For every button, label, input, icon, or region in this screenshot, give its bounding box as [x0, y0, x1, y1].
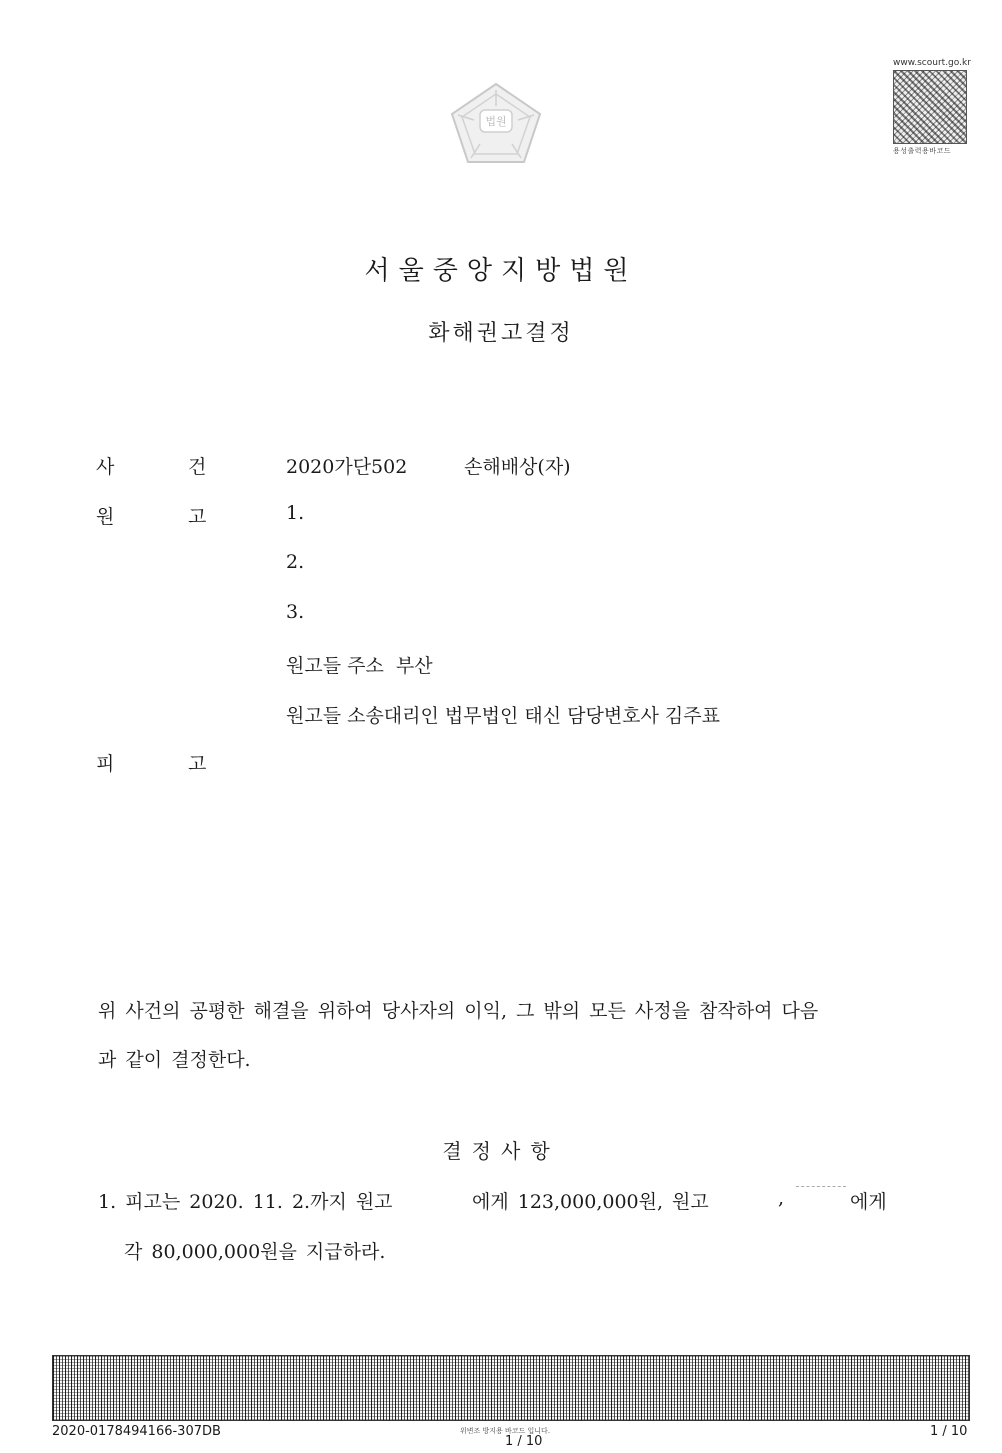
case-label-a: 사: [96, 456, 115, 478]
document-id: 2020-0178494166-307DB: [52, 1424, 221, 1439]
anti-forgery-barcode: [52, 1355, 970, 1421]
page-number-center: 1 / 10: [505, 1434, 543, 1449]
emblem-text: 법원: [485, 115, 507, 128]
case-number: 2020가단502: [286, 456, 408, 478]
plaintiff-1: 1.: [286, 502, 305, 524]
decision-item-1-part-b: 에게 123,000,000원, 원고: [472, 1191, 709, 1213]
qr-code: [893, 70, 967, 144]
decision-item-1-part-c: ,: [778, 1187, 785, 1209]
intro-line-1: 위 사건의 공평한 해결을 위하여 당사자의 이익, 그 밖의 모든 사정을 참작하여 다음: [98, 1000, 819, 1022]
case-name: 손해배상(자): [464, 456, 571, 478]
plaintiff-label-b: 고: [188, 506, 207, 528]
qr-url: www.scourt.go.kr: [893, 58, 971, 68]
redaction-mark: [796, 1186, 846, 1207]
decision-item-1-part-a: 1. 피고는 2020. 11. 2.까지 원고: [98, 1191, 393, 1213]
plaintiff-label-a: 원: [96, 506, 115, 528]
page-number-right: 1 / 10: [930, 1424, 968, 1439]
defendant-label-a: 피: [96, 753, 115, 775]
case-label-b: 건: [188, 456, 207, 478]
document-title: 화해권고결정: [428, 321, 574, 346]
court-name: 서울중앙지방법원: [364, 256, 638, 286]
decision-item-1-part-d: 에게: [850, 1191, 887, 1213]
court-emblem: [446, 80, 546, 166]
plaintiff-attorney: 원고들 소송대리인 법무법인 태신 담당변호사 김주표: [286, 705, 720, 727]
intro-line-2: 과 같이 결정한다.: [98, 1049, 251, 1071]
plaintiff-address: 원고들 주소 부산: [286, 655, 433, 677]
decision-title: 결정사항: [442, 1139, 560, 1163]
plaintiff-3: 3.: [286, 601, 305, 623]
decision-item-1-line-2: 각 80,000,000원을 지급하라.: [124, 1241, 386, 1263]
forgery-notice: 위변조 방지용 바코드 입니다.: [460, 1427, 551, 1435]
defendant-label-b: 고: [188, 753, 207, 775]
plaintiff-2: 2.: [286, 551, 305, 573]
qr-caption: 용성출력용바코드: [893, 147, 952, 155]
